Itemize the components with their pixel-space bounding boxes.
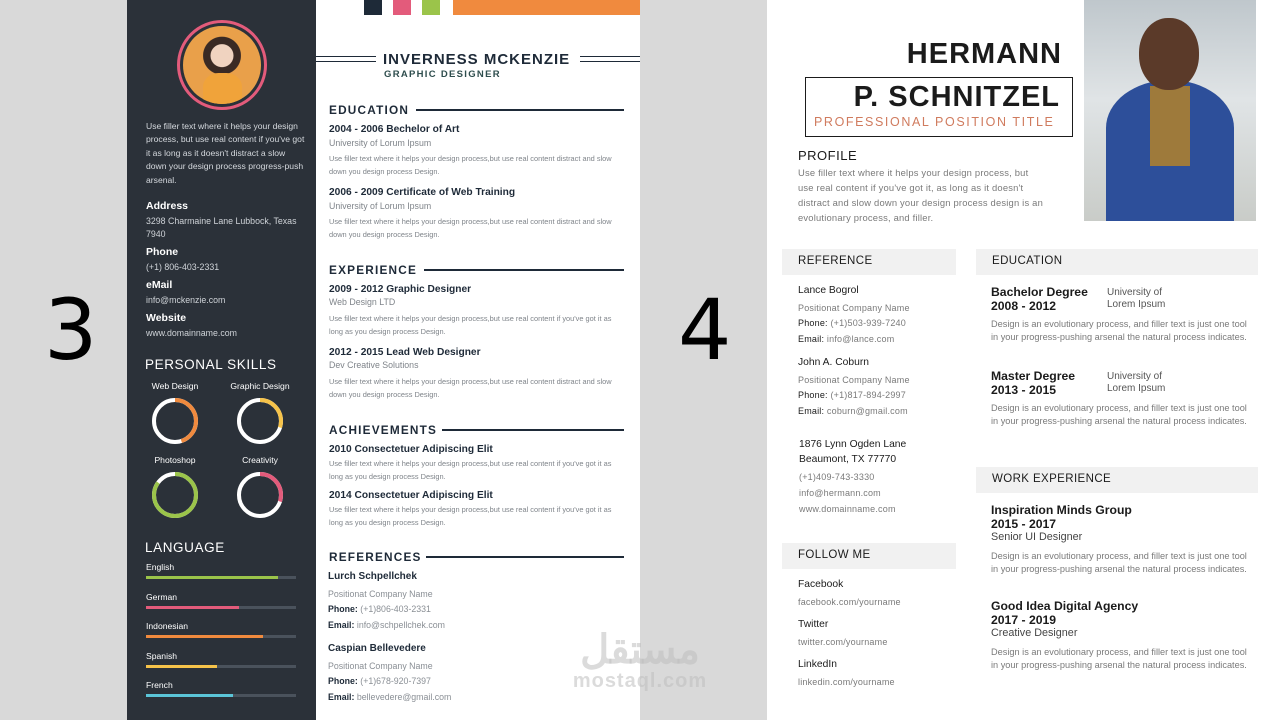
phone-label: Phone [146, 246, 179, 258]
language-fill [146, 606, 239, 609]
language-bar [146, 621, 296, 638]
language-label: Spanish [146, 650, 178, 661]
achievement-title: 2010 Consectetuer Adipiscing Elit [329, 444, 493, 455]
reference-name: Lance Bogrol [798, 285, 859, 296]
work-company: Good Idea Digital Agency 2017 - 2019 [991, 599, 1139, 627]
skill-label: Photoshop [154, 455, 196, 465]
achievements-heading: ACHIEVEMENTS [329, 423, 438, 437]
reference-email: Email: info@schpellchek.com [328, 620, 446, 630]
experience-desc: Use filler text where it helps your design process,but use real content distract and slow down you design process Design. [329, 377, 612, 399]
reference-position: Positionat Company Name [798, 303, 910, 313]
website-label: Website [146, 312, 187, 324]
social-name: Twitter [798, 619, 829, 630]
work-band: WORK EXPERIENCE [976, 467, 1258, 493]
education-title: 2004 - 2006 Bechelor of Art [329, 124, 460, 135]
social-url: twitter.com/yourname [798, 637, 888, 647]
degree-title: Master Degree 2013 - 2015 [991, 369, 1075, 397]
education-sub: University of Lorum Ipsum [329, 201, 432, 211]
language-fill [146, 576, 278, 579]
skill-label: Web Design [151, 381, 199, 391]
work-company: Inspiration Minds Group 2015 - 2017 [991, 503, 1132, 531]
resume-3-sidebar [127, 0, 316, 720]
address-line: Beaumont, TX 77770 [799, 454, 897, 465]
reference-phone: Phone: (+1)806-403-2331 [328, 604, 431, 614]
experience-heading: EXPERIENCE [329, 263, 418, 277]
reference-phone: Phone: (+1)817-894-2997 [798, 390, 906, 400]
resume-name-first: HERMANN [906, 38, 1062, 70]
address-label: Address [146, 200, 189, 212]
education-band: EDUCATION [976, 249, 1258, 275]
resume-3 [127, 0, 640, 720]
achievement-desc: Use filler text where it helps your design process,but use real content if you've got it as long as you design process Design. [329, 459, 612, 481]
education-heading: EDUCATION [329, 103, 410, 117]
language-label: French [146, 680, 173, 690]
reference-position: Positionat Company Name [328, 661, 433, 671]
work-desc: Design is an evolutionary process, and filler text is just one tool in your progress-pushing arsenal the natural process indicates. [991, 551, 1247, 575]
contact-phone: (+1)409-743-3330 [799, 472, 875, 482]
skills-heading: PERSONAL SKILLS [145, 357, 277, 372]
resume-number-4: 4 [678, 281, 732, 379]
phone-value: (+1) 806-403-2331 [146, 262, 220, 272]
skill-label: Creativity [242, 455, 278, 465]
reference-position: Positionat Company Name [798, 375, 910, 385]
resume-4 [767, 0, 1280, 720]
reference-band: REFERENCE [782, 249, 956, 275]
language-bar [146, 562, 296, 579]
education-sub: University of Lorum Ipsum [329, 138, 432, 148]
intro-text: Use filler text where it helps your design process, but use real content if you've got it as long as it doesn't distract a slow down your design process progress-push arsenal. [146, 121, 305, 185]
experience-desc: Use filler text where it helps your design process,but use real content if you've got it as long as you design process Design. [329, 314, 612, 336]
resume-name-last: P. SCHNITZEL [853, 81, 1060, 113]
language-bar [146, 680, 296, 697]
language-label: English [146, 562, 175, 572]
reference-name: Lurch Schpellchek [328, 571, 417, 582]
language-fill [146, 635, 263, 638]
language-bar [146, 592, 296, 609]
position-title: PROFESSIONAL POSITION TITLE [814, 115, 1055, 129]
skill-ring [135, 455, 215, 521]
education-title: 2006 - 2009 Certificate of Web Training [329, 187, 516, 198]
email-value: info@mckenzie.com [146, 295, 226, 305]
resume-3-main [316, 0, 640, 720]
address-value: 3298 Charmaine Lane Lubbock, Texas 7940 [146, 216, 297, 239]
work-desc: Design is an evolutionary process, and filler text is just one tool in your progress-pushing arsenal the natural process indicates. [991, 647, 1247, 671]
name-box [805, 77, 1073, 137]
experience-sub: Web Design LTD [329, 297, 396, 307]
achievement-title: 2014 Consectetuer Adipiscing Elit [329, 490, 493, 501]
color-bar [393, 0, 411, 15]
language-heading: LANGUAGE [145, 540, 225, 555]
language-fill [146, 694, 233, 697]
profile-photo [177, 20, 267, 110]
degree-desc: Design is an evolutionary process, and filler text is just one tool in your progress-pushing arsenal the natural process indicates. [991, 319, 1247, 343]
social-name: Facebook [798, 579, 844, 590]
degree-title: Bachelor Degree 2008 - 2012 [991, 285, 1088, 313]
education-desc: Use filler text where it helps your design process,but use real content distract and slow down you design process Design. [329, 154, 612, 176]
reference-email: Email: coburn@gmail.com [798, 406, 908, 416]
reference-phone: Phone: (+1)503-939-7240 [798, 318, 906, 328]
reference-name: John A. Coburn [798, 357, 869, 368]
achievement-desc: Use filler text where it helps your design process,but use real content if you've got it as long as you design process Design. [329, 505, 612, 527]
experience-title: 2012 - 2015 Lead Web Designer [329, 347, 481, 358]
email-label: eMail [146, 279, 173, 291]
resume-title: GRAPHIC DESIGNER [384, 69, 501, 80]
reference-email: Email: bellevedere@gmail.com [328, 692, 452, 702]
color-bar [422, 0, 440, 15]
profile-heading: PROFILE [798, 148, 858, 163]
skill-label: Graphic Design [230, 381, 290, 391]
experience-sub: Dev Creative Solutions [329, 360, 419, 370]
language-label: German [146, 591, 178, 602]
language-bar [146, 651, 296, 668]
social-url: linkedin.com/yourname [798, 677, 895, 687]
color-bar [453, 0, 640, 15]
contact-email: info@hermann.com [799, 488, 881, 498]
degree-desc: Design is an evolutionary process, and filler text is just one tool in your progress-pushing arsenal the natural process indicates. [991, 403, 1247, 427]
education-desc: Use filler text where it helps your design process,but use real content distract and slow down you design process Design. [329, 217, 612, 239]
work-role: Creative Designer [991, 627, 1078, 639]
color-bar [364, 0, 382, 15]
skill-ring [135, 381, 215, 447]
references-heading: REFERENCES [329, 550, 422, 564]
reference-position: Positionat Company Name [328, 589, 433, 599]
degree-university: University of Lorem Ipsum [1107, 287, 1166, 310]
profile-text: Use filler text where it helps your design process, but use real content if you've got it, as long as it doesn't distract and slow down your design process design is an evolutionary process, and filler. [798, 167, 1043, 223]
resume-name: INVERNESS MCKENZIE [383, 51, 571, 68]
degree-university: University of Lorem Ipsum [1107, 371, 1166, 394]
resume-number-3: 3 [44, 281, 98, 379]
address-line: 1876 Lynn Ogden Lane [799, 439, 907, 450]
skill-ring [220, 455, 300, 521]
reference-email: Email: info@lance.com [798, 334, 895, 344]
follow-band: FOLLOW ME [782, 543, 956, 569]
reference-phone: Phone: (+1)678-920-7397 [328, 676, 431, 686]
work-role: Senior UI Designer [991, 531, 1083, 543]
website-value: www.domainname.com [146, 328, 237, 338]
watermark: مستقل mostaql.com [572, 628, 708, 692]
social-url: facebook.com/yourname [798, 597, 901, 607]
skill-ring [220, 381, 300, 447]
reference-name: Caspian Bellevedere [328, 643, 426, 654]
language-fill [146, 665, 217, 668]
profile-photo [1084, 0, 1256, 221]
language-label: Indonesian [146, 621, 189, 631]
experience-title: 2009 - 2012 Graphic Designer [329, 284, 472, 295]
contact-website: www.domainname.com [799, 504, 896, 514]
social-name: LinkedIn [798, 659, 837, 670]
